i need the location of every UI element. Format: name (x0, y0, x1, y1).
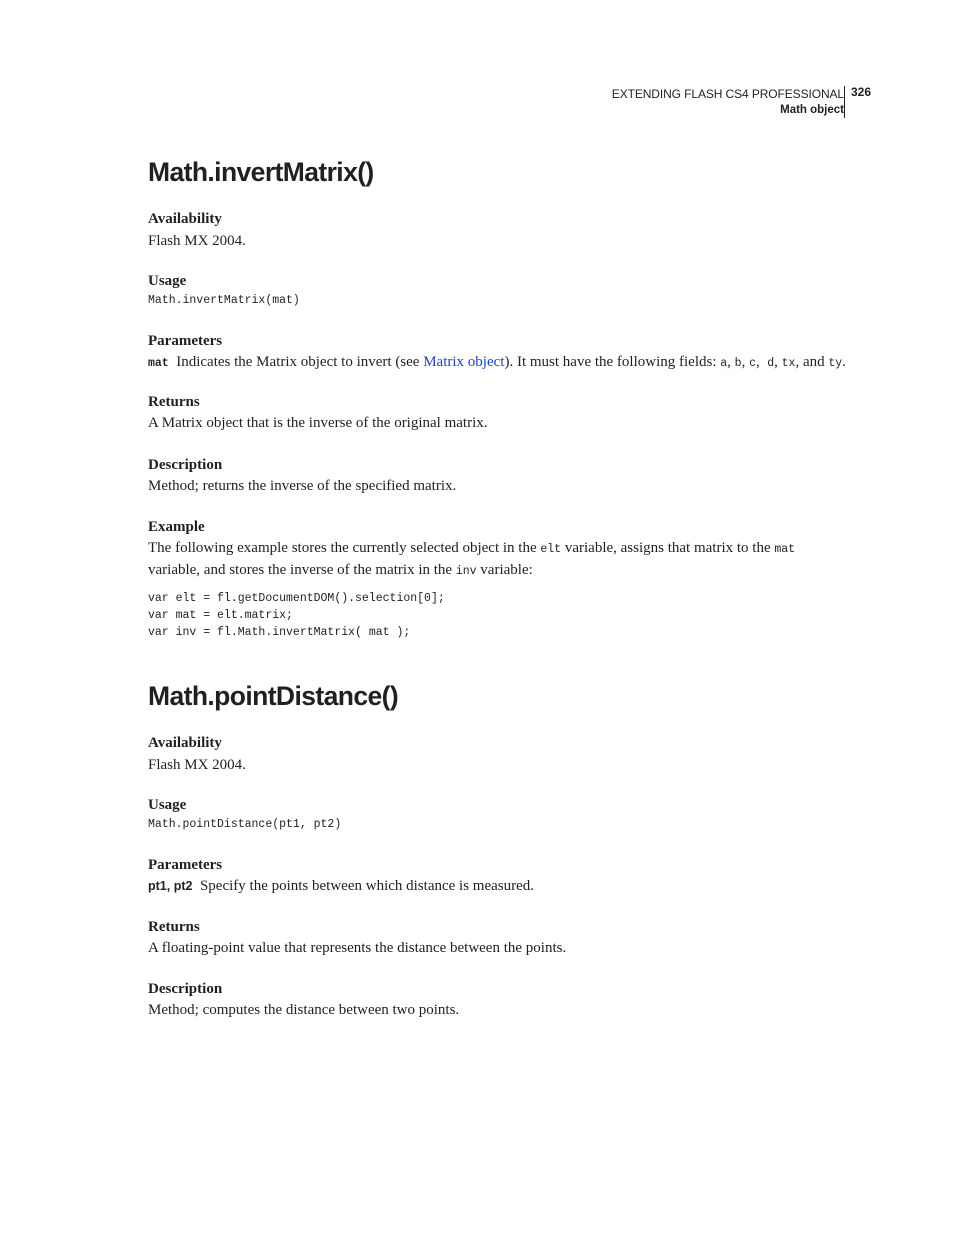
entry-invertmatrix (148, 156, 848, 188)
example-text-part: variable, and stores the inverse of the matrix in the (148, 562, 456, 578)
separator: . (842, 354, 846, 370)
example-text-part: variable, assigns that matrix to the (561, 540, 775, 556)
entry-title: Math.invertMatrix() (148, 157, 374, 187)
running-header (612, 86, 844, 118)
availability-text: Flash MX 2004. (148, 757, 246, 773)
code-line: var inv = fl.Math.invertMatrix( mat ); (148, 626, 411, 639)
description-heading: Description (148, 981, 223, 997)
usage-section (148, 272, 848, 307)
description-section (148, 456, 848, 496)
description-heading: Description (148, 457, 223, 473)
usage-code: Math.pointDistance(pt1, pt2) (148, 818, 342, 831)
param-name: pt1, pt2 (148, 879, 193, 893)
returns-heading: Returns (148, 919, 200, 935)
field-code: b (734, 357, 742, 370)
usage-section (148, 796, 848, 831)
code-mat: mat (774, 543, 796, 556)
header-divider (844, 86, 845, 118)
separator: , (741, 354, 750, 370)
availability-section (148, 734, 848, 775)
entry-pointdistance (148, 680, 848, 712)
description-text: Method; returns the inverse of the specified matrix. (148, 478, 457, 494)
usage-heading: Usage (148, 797, 187, 813)
entry-title: Math.pointDistance() (148, 681, 399, 711)
code-line: var mat = elt.matrix; (148, 609, 293, 622)
field-code: d (767, 357, 775, 370)
param-text: Indicates the Matrix object to invert (see (168, 354, 424, 370)
field-code: tx (781, 357, 796, 370)
field-code: a (720, 357, 728, 370)
parameters-section (148, 856, 848, 896)
example-heading: Example (148, 519, 205, 535)
parameter-description (148, 352, 848, 374)
example-text-part: The following example stores the currently selected object in the (148, 540, 541, 556)
availability-heading: Availability (148, 211, 222, 227)
separator: , (755, 354, 768, 370)
section-title: Math object (780, 104, 844, 116)
parameters-section (148, 332, 848, 374)
separator: , and (795, 354, 829, 370)
availability-heading: Availability (148, 735, 222, 751)
availability-section (148, 210, 848, 251)
book-title: EXTENDING FLASH CS4 PROFESSIONAL (611, 87, 844, 101)
param-text: ). It must have the following fields: (504, 354, 721, 370)
description-section (148, 980, 848, 1020)
code-line: var elt = fl.getDocumentDOM().selection[0]; (148, 592, 445, 605)
example-section (148, 518, 848, 641)
page-number: 326 (851, 85, 872, 99)
returns-heading: Returns (148, 394, 200, 410)
parameters-heading: Parameters (148, 857, 223, 873)
param-name: mat (148, 357, 169, 370)
separator: , (774, 354, 782, 370)
example-code-block (148, 590, 848, 641)
parameters-heading: Parameters (148, 333, 223, 349)
matrix-object-link[interactable]: Matrix object (423, 354, 505, 370)
returns-section (148, 918, 848, 958)
returns-text: A Matrix object that is the inverse of the original matrix. (148, 415, 488, 431)
availability-text: Flash MX 2004. (148, 233, 246, 249)
returns-text: A floating-point value that represents the distance between the points. (148, 940, 567, 956)
field-code: ty (828, 357, 843, 370)
description-text: Method; computes the distance between two points. (148, 1002, 460, 1018)
usage-code: Math.invertMatrix(mat) (148, 294, 300, 307)
parameter-description (148, 876, 848, 896)
example-text (148, 538, 848, 582)
usage-heading: Usage (148, 273, 187, 289)
returns-section (148, 393, 848, 433)
example-text-part: variable: (476, 562, 533, 578)
code-elt: elt (540, 543, 562, 556)
param-text: Specify the points between which distance is measured. (192, 878, 535, 894)
separator: , (727, 354, 735, 370)
code-inv: inv (455, 565, 477, 578)
field-code: c (749, 357, 756, 370)
